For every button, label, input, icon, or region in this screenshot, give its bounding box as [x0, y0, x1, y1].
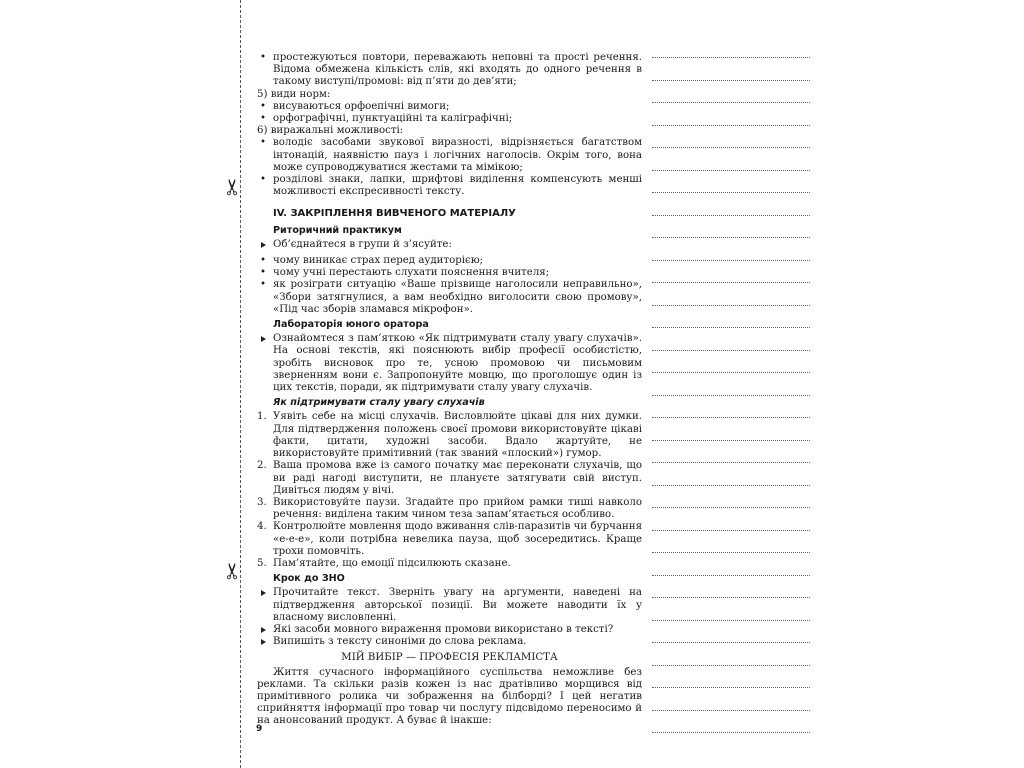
- note-lines: [652, 44, 810, 755]
- bullet-item: [257, 279, 642, 316]
- item-number: 5.: [257, 557, 267, 569]
- bullet-item: [257, 267, 642, 279]
- note-line: [652, 642, 810, 643]
- task-item: [257, 239, 642, 251]
- item-number: 1.: [257, 411, 267, 423]
- block-text: Контролюйте мовлення щодо вживання слів-паразитів чи бурчання «е-е-е», коли потрібна невелика пауза, щоб зосередитись. Краще трохи помовчіть.: [273, 521, 642, 557]
- task-item: [257, 624, 642, 636]
- paragraph: [257, 667, 642, 728]
- note-line: [652, 327, 810, 328]
- note-line: [652, 237, 810, 238]
- note-line: [652, 440, 810, 441]
- numbered-item: [257, 460, 642, 497]
- note-line: [652, 710, 810, 711]
- list-label: [257, 89, 642, 101]
- note-line: [652, 530, 810, 531]
- block-text: володіє засобами звукової виразності, відрізняється багатством інтонацій, наявністю пауз і логічних наголосів. Окрім того, вона може супроводжуватися жестами та мімікою;: [273, 137, 642, 173]
- note-line: [652, 620, 810, 621]
- numbered-item: [257, 521, 642, 558]
- item-number: 3.: [257, 496, 267, 508]
- note-line: [652, 125, 810, 126]
- bullet-item: [257, 113, 642, 125]
- note-line: [652, 485, 810, 486]
- task-item: [257, 636, 642, 648]
- cut-line: [240, 0, 241, 768]
- block-text: чому виникає страх перед аудиторією;: [273, 255, 484, 267]
- block-text: 5) види норм:: [257, 88, 331, 100]
- block-text: Крок до ЗНО: [273, 573, 345, 585]
- note-line: [652, 147, 810, 148]
- bullet-item: [257, 255, 642, 267]
- subsection-heading: [273, 573, 642, 585]
- note-line: [652, 552, 810, 553]
- note-line: [652, 192, 810, 193]
- block-text: Ваша промова вже із самого початку має переконати слухачів, що ви раді нагоді виступити, не плануєте затягувати свій виступ. Дивіться людям у вічі.: [273, 460, 642, 496]
- block-text: Риторичний практикум: [273, 224, 402, 236]
- note-line: [652, 732, 810, 733]
- scissors-icon: ✂: [221, 177, 247, 197]
- block-text: 6) виражальні можливості:: [257, 125, 404, 137]
- numbered-item: [257, 411, 642, 460]
- note-line: [652, 282, 810, 283]
- task-item: [257, 333, 642, 394]
- bullet-item: [257, 137, 642, 174]
- note-line: [652, 597, 810, 598]
- numbered-item: [257, 558, 642, 570]
- block-text: як розіграти ситуацію «Ваше прізвище наголосили неправильно», «Збори затягнулися, а вам необхідно виголосити свою промову», «Під час зборів зламався мікрофон».: [273, 279, 642, 315]
- block-text: Життя сучасного інформаційного суспільства неможливе без реклами. Та скільки разів кожен із нас дратівливо морщився від примітивного ролика чи зображення на білборді? І цей негатив сприйняття інформації про товар чи послугу підсвідомо переносимо й на анонсований продукт. А буває й інакше:: [257, 666, 642, 727]
- block-text: IV. ЗАКРІПЛЕННЯ ВИВЧЕНОГО МАТЕРІАЛУ: [273, 208, 516, 220]
- note-line: [652, 80, 810, 81]
- note-line: [652, 575, 810, 576]
- block-text: Використовуйте паузи. Згадайте про прийом рамки тиші навколо речення: виділена таким чином теза запам’ятається особливо.: [273, 496, 642, 521]
- bullet-item: [257, 52, 642, 89]
- page-body: [257, 52, 642, 728]
- numbered-item: [257, 497, 642, 521]
- block-text: Пам’ятайте, що емоції підсилюють сказане.: [273, 557, 511, 569]
- block-text: Об’єднайтеся в групи й з’ясуйте:: [273, 238, 452, 250]
- note-line: [652, 170, 810, 171]
- subsection-heading: [273, 319, 642, 331]
- note-line: [652, 507, 810, 508]
- block-text: МІЙ ВИБІР — ПРОФЕСІЯ РЕКЛАМІСТА: [341, 652, 558, 664]
- block-text: орфографічні, пунктуаційні та каліграфічні;: [273, 113, 513, 125]
- note-line: [652, 260, 810, 261]
- scissors-icon: ✂: [221, 561, 247, 581]
- list-label: [257, 125, 642, 137]
- task-item: [257, 587, 642, 624]
- block-text: Прочитайте текст. Зверніть увагу на аргументи, наведені на підтвердження авторської позиції. Ви можете наводити їх у власному висловленні.: [273, 587, 642, 623]
- item-number: 4.: [257, 521, 267, 533]
- block-text: Уявіть себе на місці слухачів. Висловлюйте цікаві для них думки. Для підтвердження положень своєї промови використовуйте цікаві факти, цитати, художні засоби. Вдало жартуйте, не використовуйте примітивний (так званий «плоский») гумор.: [273, 411, 642, 460]
- block-text: Випишіть з тексту синоніми до слова реклама.: [273, 636, 527, 648]
- bullet-item: [257, 174, 642, 198]
- note-line: [652, 372, 810, 373]
- note-line: [652, 215, 810, 216]
- note-line: [652, 665, 810, 666]
- section-heading: [273, 208, 642, 220]
- block-text: простежуються повтори, переважають неповні та прості речення. Відома обмежена кількість слів, які входять до одного речення в такому виступі/промові: від п’яти до дев’яти;: [273, 52, 642, 88]
- block-text: Як підтримувати сталу увагу слухачів: [273, 397, 485, 409]
- block-text: Які засоби мовного вираження промови використано в тексті?: [273, 623, 614, 635]
- note-line: [652, 462, 810, 463]
- subsection-heading: [273, 397, 642, 409]
- block-text: висуваються орфоепічні вимоги;: [273, 100, 450, 112]
- note-line: [652, 305, 810, 306]
- block-text: чому учні перестають слухати пояснення вчителя;: [273, 267, 550, 279]
- block-text: розділові знаки, лапки, шрифтові виділення компенсують менші можливості експресивності тексту.: [273, 174, 642, 198]
- block-text: Ознайомтеся з пам’яткою «Як підтримувати сталу увагу слухачів». На основі текстів, які пояснюють вибір професії особистістю, зробіть висновок про те, усною промовою чи письмовим зверненням вони є. Запропонуйте мовцю, що проголошує один із цих текстів, поради, як підтримувати сталу увагу слухачів.: [273, 333, 642, 394]
- text-title: [257, 652, 642, 664]
- bullet-item: [257, 101, 642, 113]
- block-text: Лабораторія юного оратора: [273, 319, 429, 331]
- subsection-heading: [273, 225, 642, 237]
- note-line: [652, 350, 810, 351]
- item-number: 2.: [257, 460, 267, 472]
- note-line: [652, 687, 810, 688]
- note-line: [652, 417, 810, 418]
- note-line: [652, 57, 810, 58]
- note-line: [652, 102, 810, 103]
- note-line: [652, 395, 810, 396]
- page-number: 9: [256, 724, 263, 734]
